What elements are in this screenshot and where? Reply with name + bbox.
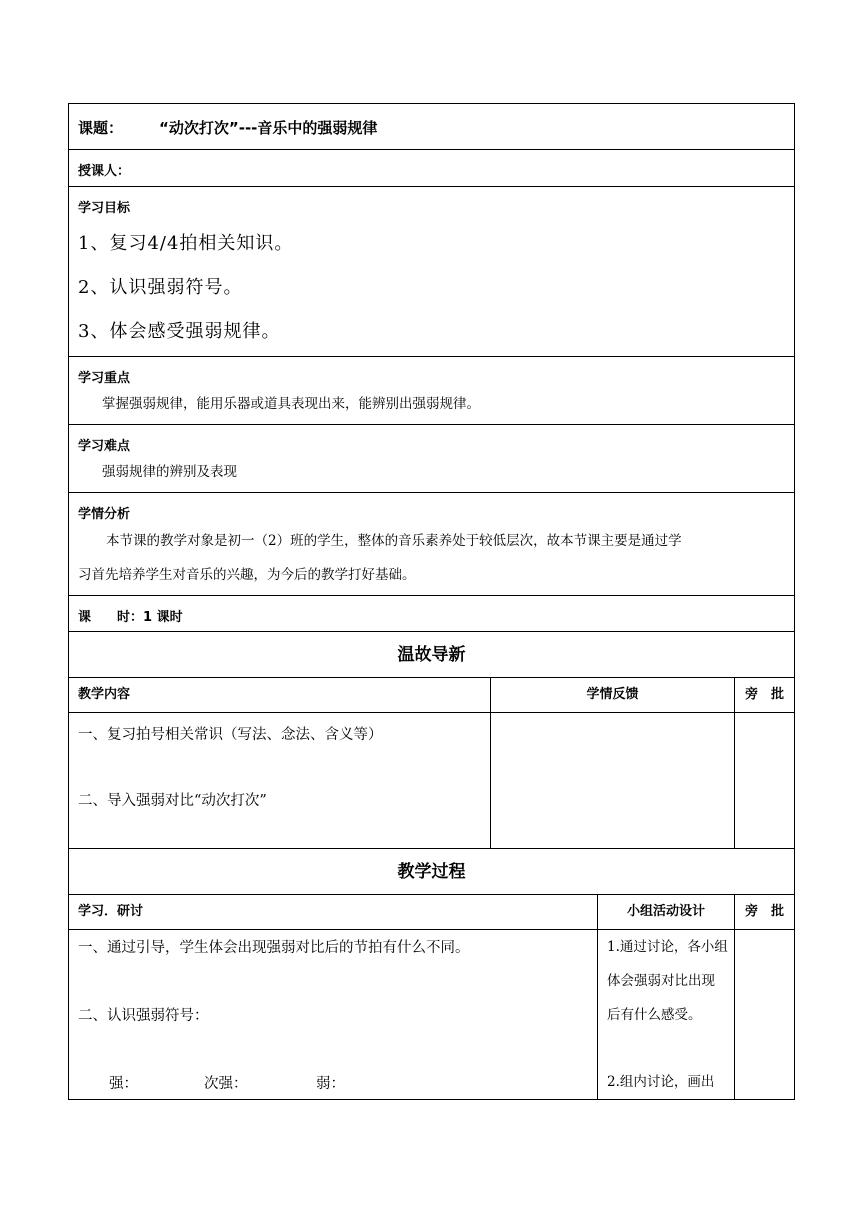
focus-row [68,357,795,425]
col-study: 学习．研讨 [69,895,598,929]
difficulty-label: 学习难点 [78,439,131,454]
analysis-row [68,493,795,596]
review-notes-cell [735,713,794,848]
col-notes: 旁 批 [744,687,784,702]
strong-label: 强： [109,1076,138,1092]
process-item: 一、通过引导，学生体会出现强弱对比后的节拍有什么不同。 [78,940,470,956]
title-line [78,117,377,138]
title-label: 课题： [78,119,124,137]
review-heading: 温故导新 [68,632,795,678]
col-teaching-content: 教学内容 [69,678,491,712]
analysis-line-2: 习首先培养学生对音乐的兴趣，为今后的教学打好基础。 [78,567,416,583]
objective-item: 1、复习4/4拍相关知识。 [78,233,294,254]
group-activity-2: 2.组内讨论，画出 [607,1074,715,1090]
review-header-row [68,678,795,713]
analysis-label: 学情分析 [78,507,131,522]
objective-item: 2、认识强弱符号。 [78,277,243,298]
focus-label: 学习重点 [78,371,131,386]
objectives-label: 学习目标 [78,201,131,216]
process-header-row [68,895,795,930]
review-feedback-cell [491,713,735,848]
process-notes-cell [735,930,794,1099]
review-body-row [68,713,795,849]
process-group-cell [598,930,735,1099]
col-notes: 旁 批 [744,904,784,919]
analysis-line-1: 本节课的教学对象是初一（2）班的学生，整体的音乐素养处于较低层次，故本节课主要是通过学 [106,533,682,549]
title-row [68,103,795,150]
col-feedback: 学情反馈 [491,678,735,712]
process-item: 二、认识强弱符号： [78,1008,209,1024]
lesson-plan-table [68,103,795,1100]
hours-row [68,596,795,632]
hours-label: 课 时：1 课时 [78,610,183,625]
teacher-row [68,150,795,187]
lesson-title: “动次打次”---音乐中的强弱规律 [159,119,378,137]
focus-text: 掌握强弱规律，能用乐器或道具表现出来，能辨别出强弱规律。 [102,396,480,412]
review-item: 一、复习拍号相关常识（写法、念法、含义等） [78,727,383,743]
objective-item: 3、体会感受强弱规律。 [78,321,281,342]
teacher-label: 授课人： [78,164,131,179]
process-heading: 教学过程 [68,849,795,895]
group-activity-1: 1.通过讨论，各小组体会强弱对比出现后有什么感受。 [607,939,728,1023]
review-item: 二、导入强弱对比“动次打次” [78,793,267,809]
objectives-row [68,187,795,357]
difficulty-row [68,425,795,493]
process-body-row [68,930,795,1100]
review-content-cell [69,713,491,848]
weak-label: 弱： [316,1076,345,1092]
process-study-cell [69,930,598,1099]
col-group-activity: 小组活动设计 [598,895,735,929]
difficulty-text: 强弱规律的辨别及表现 [102,464,237,480]
sub-strong-label: 次强： [204,1076,248,1092]
